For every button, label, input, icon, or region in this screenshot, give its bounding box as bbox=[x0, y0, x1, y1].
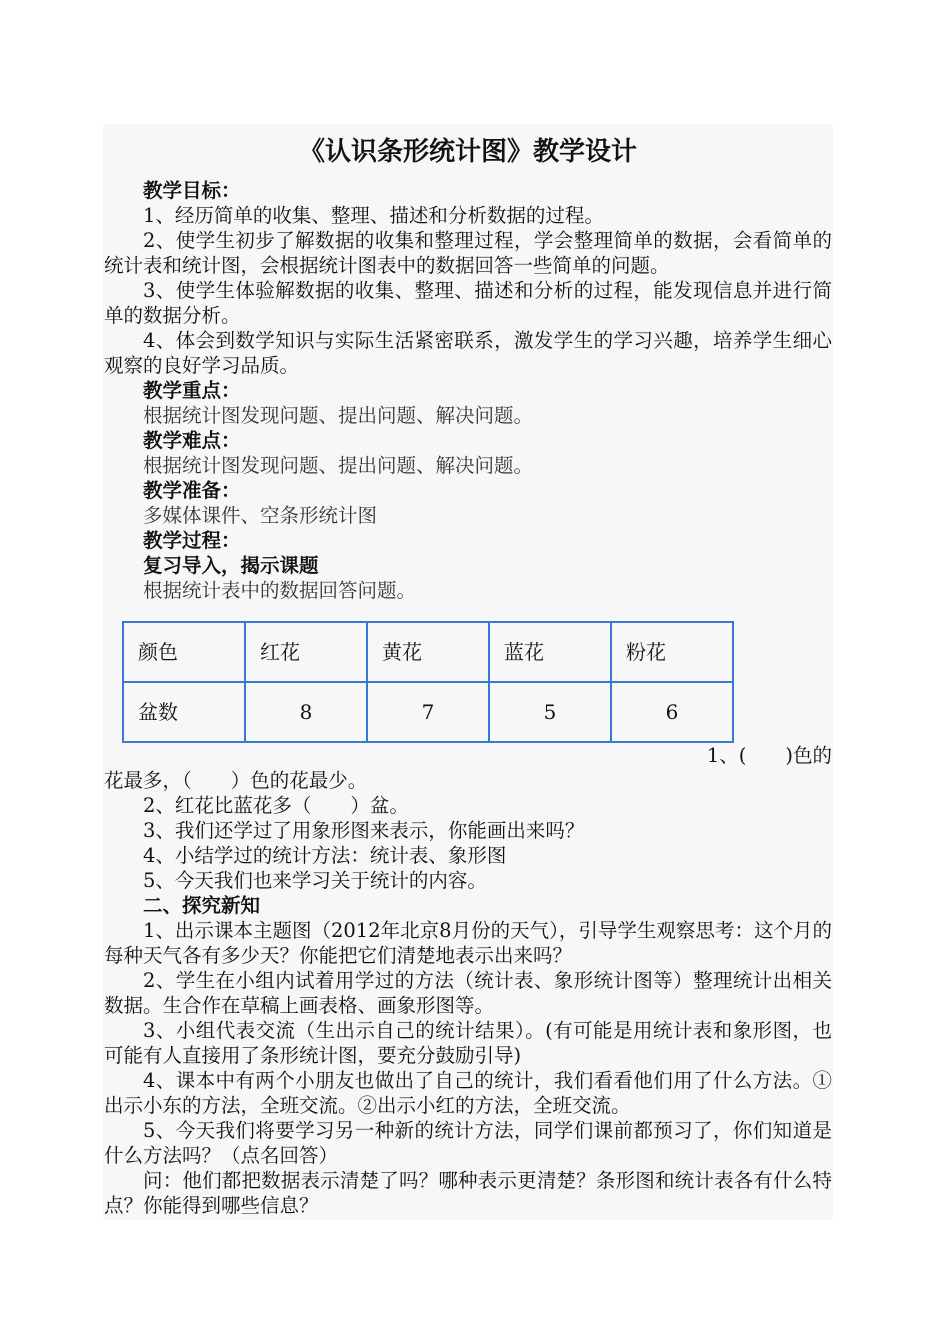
explore-item: 问：他们都把数据表示清楚了吗？哪种表示更清楚？条形图和统计表各有什么特点？你能得到哪些信息？ bbox=[104, 1169, 832, 1217]
objective-item: 3、使学生体验解数据的收集、整理、描述和分析的过程，能发现信息并进行简单的数据分析。 bbox=[104, 279, 832, 327]
flower-table-wrap bbox=[104, 621, 832, 753]
preparation-heading: 教学准备： bbox=[143, 479, 241, 502]
table-row bbox=[123, 682, 733, 742]
table-cell: 红花 bbox=[245, 622, 367, 682]
table-header-row bbox=[123, 622, 733, 682]
key-points-heading: 教学重点： bbox=[143, 379, 241, 402]
objective-item: 4、体会到数学知识与实际生活紧密联系，激发学生的学习兴趣，培养学生细心观察的良好学习品质。 bbox=[104, 329, 832, 377]
review-item: 2、红花比蓝花多（ ）盆。 bbox=[143, 794, 409, 817]
section1-heading: 复习导入，揭示课题 bbox=[143, 554, 319, 577]
document-title: 《认识条形统计图》教学设计 bbox=[298, 137, 637, 167]
table-cell: 颜色 bbox=[123, 622, 245, 682]
table-cell: 蓝花 bbox=[489, 622, 611, 682]
flower-table bbox=[122, 621, 734, 743]
table-cell: 5 bbox=[489, 682, 611, 742]
explore-item: 5、今天我们将要学习另一种新的统计方法，同学们课前都预习了，你们知道是什么方法吗？（点名回答） bbox=[104, 1119, 832, 1167]
review-item: 5、今天我们也来学习关于统计的内容。 bbox=[143, 869, 487, 892]
review-question-1b: 花最多，（ ）色的花最少。 bbox=[104, 769, 368, 792]
table-cell: 盆数 bbox=[123, 682, 245, 742]
difficulties-text: 根据统计图发现问题、提出问题、解决问题。 bbox=[143, 454, 534, 477]
review-question-1a: 1、( )色的 bbox=[706, 744, 832, 767]
document-body bbox=[104, 128, 832, 1218]
objectives-heading: 教学目标： bbox=[143, 179, 241, 202]
key-points-text: 根据统计图发现问题、提出问题、解决问题。 bbox=[143, 404, 534, 427]
explore-item: 3、小组代表交流（生出示自己的统计结果）。(有可能是用统计表和象形图，也可能有人直接用了条形统计图，要充分鼓励引导) bbox=[104, 1019, 832, 1067]
section1-intro: 根据统计表中的数据回答问题。 bbox=[143, 579, 417, 602]
table-cell: 粉花 bbox=[611, 622, 733, 682]
objective-item: 1、经历简单的收集、整理、描述和分析数据的过程。 bbox=[143, 204, 604, 227]
table-cell: 8 bbox=[245, 682, 367, 742]
objective-item: 2、使学生初步了解数据的收集和整理过程，学会整理简单的数据，会看简单的统计表和统计图，会根据统计图表中的数据回答一些简单的问题。 bbox=[104, 229, 832, 277]
review-item: 4、小结学过的统计方法：统计表、象形图 bbox=[143, 844, 507, 867]
table-cell: 7 bbox=[367, 682, 489, 742]
explore-item: 1、出示课本主题图（2012年北京8月份的天气），引导学生观察思考：这个月的每种天气各有多少天？你能把它们清楚地表示出来吗？ bbox=[104, 919, 832, 967]
explore-item: 4、课本中有两个小朋友也做出了自己的统计，我们看看他们用了什么方法。①出示小东的方法，全班交流。②出示小红的方法，全班交流。 bbox=[104, 1069, 832, 1117]
process-heading: 教学过程： bbox=[143, 529, 241, 552]
difficulties-heading: 教学难点： bbox=[143, 429, 241, 452]
explore-heading: 二、探究新知 bbox=[143, 894, 261, 917]
preparation-text: 多媒体课件、空条形统计图 bbox=[143, 504, 378, 527]
explore-item: 2、学生在小组内试着用学过的方法（统计表、象形统计图等）整理统计出相关数据。生合作在草稿上画表格、画象形图等。 bbox=[104, 969, 832, 1017]
review-item: 3、我们还学过了用象形图来表示，你能画出来吗？ bbox=[143, 819, 585, 842]
table-cell: 黄花 bbox=[367, 622, 489, 682]
table-cell: 6 bbox=[611, 682, 733, 742]
